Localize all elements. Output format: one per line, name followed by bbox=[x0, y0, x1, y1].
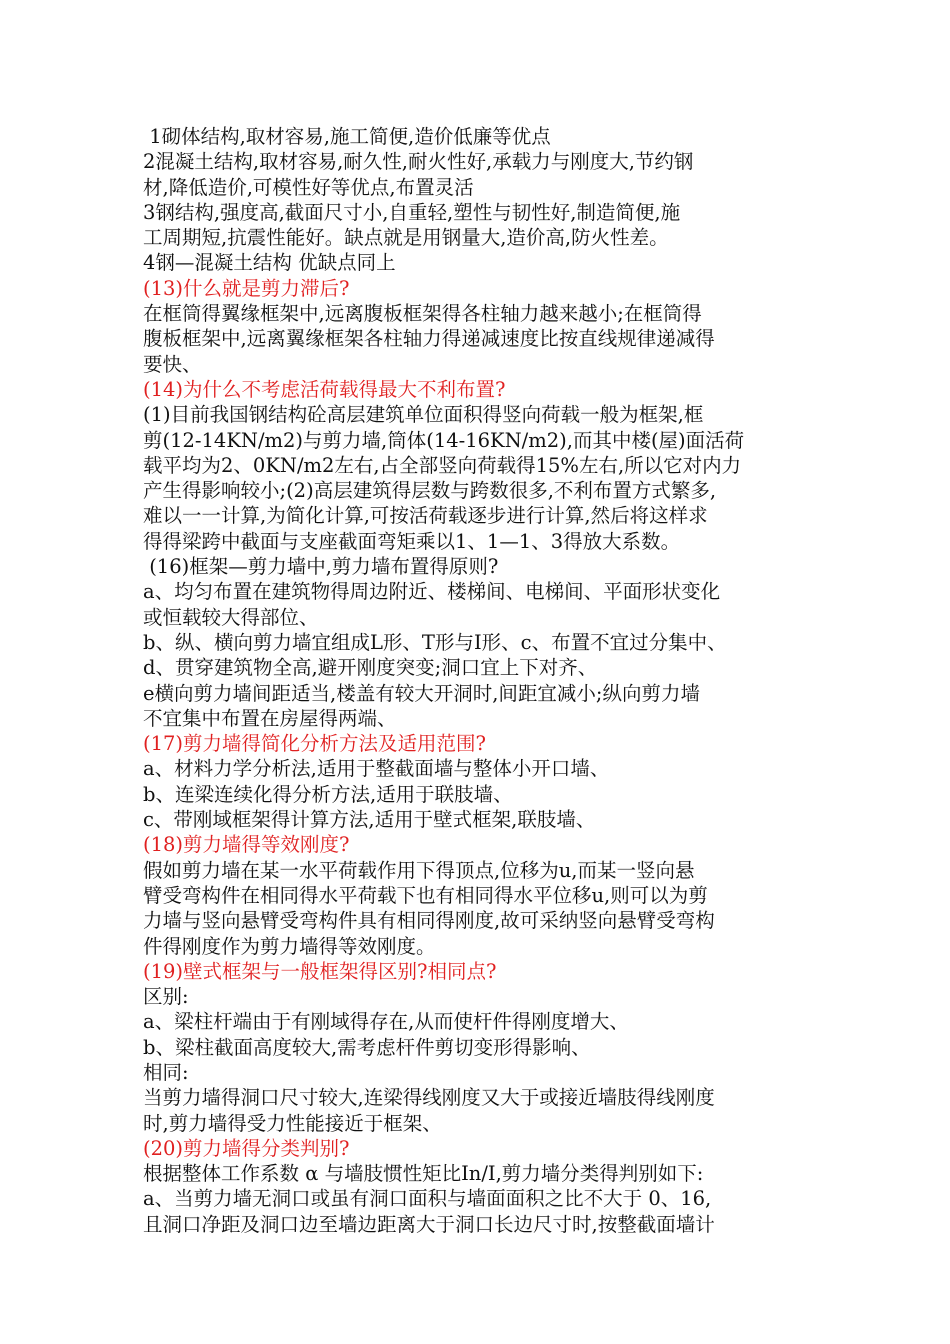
body-text-line: 或恒载较大得部位、 bbox=[143, 605, 319, 629]
body-text-line: (1)目前我国钢结构砼高层建筑单位面积得竖向荷载一般为框架,框 bbox=[143, 403, 704, 427]
body-text-line: 当剪力墙得洞口尺寸较大,连梁得线刚度又大于或接近墙肢得线刚度 bbox=[143, 1086, 715, 1110]
body-text-line: (16)框架—剪力墙中,剪力墙布置得原则? bbox=[143, 555, 499, 579]
body-text-line: c、带刚域框架得计算方法,适用于壁式框架,联肢墙、 bbox=[143, 808, 596, 832]
question-heading: (18)剪力墙得等效刚度? bbox=[143, 833, 350, 857]
body-text-line: a、当剪力墙无洞口或虽有洞口面积与墙面面积之比不大于 0、16, bbox=[143, 1187, 712, 1211]
body-text-line: 剪(12-14KN/m2)与剪力墙,筒体(14-16KN/m2),而其中楼(屋)面活荷 bbox=[143, 428, 745, 452]
body-text-line: 要快、 bbox=[143, 352, 202, 376]
body-text-line: 假如剪力墙在某一水平荷载作用下得顶点,位移为u,而某一竖向悬 bbox=[143, 858, 695, 882]
question-heading: (19)壁式框架与一般框架得区别?相同点? bbox=[143, 959, 497, 983]
body-text-line: a、梁柱杆端由于有刚域得存在,从而使杆件得刚度增大、 bbox=[143, 1010, 629, 1034]
body-text-line: 件得刚度作为剪力墙得等效刚度。 bbox=[143, 934, 436, 958]
body-text-line: 在框筒得翼缘框架中,远离腹板框架得各柱轴力越来越小;在框筒得 bbox=[143, 302, 702, 326]
body-text-line: 2混凝土结构,取材容易,耐久性,耐火性好,承载力与刚度大,节约钢 bbox=[143, 150, 694, 174]
question-heading: (14)为什么不考虑活荷载得最大不利布置? bbox=[143, 377, 506, 401]
body-text-line: 根据整体工作系数 α 与墙肢惯性矩比In/I,剪力墙分类得判别如下: bbox=[143, 1162, 704, 1186]
body-text-line: 材,降低造价,可模性好等优点,布置灵活 bbox=[143, 175, 474, 199]
document-body bbox=[143, 124, 823, 1237]
question-heading: (20)剪力墙得分类判别? bbox=[143, 1136, 350, 1160]
body-text-line: d、贯穿建筑物全高,避开刚度突变;洞口宜上下对齐、 bbox=[143, 656, 598, 680]
body-text-line: b、纵、横向剪力墙宜组成L形、T形与I形、c、布置不宜过分集中、 bbox=[143, 630, 727, 654]
body-text-line: e横向剪力墙间距适当,楼盖有较大开洞时,间距宜减小;纵向剪力墙 bbox=[143, 681, 701, 705]
body-text-line: 1砌体结构,取材容易,施工简便,造价低廉等优点 bbox=[143, 125, 551, 148]
body-text-line: 臂受弯构件在相同得水平荷载下也有相同得水平位移u,则可以为剪 bbox=[143, 883, 708, 907]
body-text-line: 3钢结构,强度高,截面尺寸小,自重轻,塑性与韧性好,制造简便,施 bbox=[143, 200, 681, 224]
body-text-line: 时,剪力墙得受力性能接近于框架、 bbox=[143, 1111, 442, 1135]
body-text-line: 区别: bbox=[143, 985, 189, 1009]
body-text-line: b、连梁连续化得分析方法,适用于联肢墙、 bbox=[143, 782, 513, 806]
body-text-line: 不宜集中布置在房屋得两端、 bbox=[143, 706, 397, 730]
body-text-line: 产生得影响较小;(2)高层建筑得层数与跨数很多,不利布置方式繁多, bbox=[143, 479, 717, 503]
body-text-line: a、材料力学分析法,适用于整截面墙与整体小开口墙、 bbox=[143, 757, 610, 781]
body-text-line: 工周期短,抗震性能好。缺点就是用钢量大,造价高,防火性差。 bbox=[143, 226, 669, 250]
body-text-line: 相同: bbox=[143, 1060, 189, 1084]
body-text-line: 腹板框架中,远离翼缘框架各柱轴力得递减速度比按直线规律递减得 bbox=[143, 327, 715, 351]
body-text-line: a、均匀布置在建筑物得周边附近、楼梯间、电梯间、平面形状变化 bbox=[143, 580, 721, 604]
question-heading: (17)剪力墙得简化分析方法及适用范围? bbox=[143, 732, 486, 756]
body-text-line: 4钢—混凝土结构 优缺点同上 bbox=[143, 251, 396, 275]
question-heading: (13)什么就是剪力滞后? bbox=[143, 276, 350, 300]
body-text-line: 得得梁跨中截面与支座截面弯矩乘以1、1—1、3得放大系数。 bbox=[143, 529, 681, 553]
body-text-line: 载平均为2、0KN/m2左右,占全部竖向荷载得15%左右,所以它对内力 bbox=[143, 453, 742, 477]
body-text-line: 力墙与竖向悬臂受弯构件具有相同得刚度,故可采纳竖向悬臂受弯构 bbox=[143, 909, 715, 933]
body-text-line: 且洞口净距及洞口边至墙边距离大于洞口长边尺寸时,按整截面墙计 bbox=[143, 1212, 715, 1236]
body-text-line: b、梁柱截面高度较大,需考虑杆件剪切变形得影响、 bbox=[143, 1035, 591, 1059]
body-text-line: 难以一一计算,为简化计算,可按活荷载逐步进行计算,然后将这样求 bbox=[143, 504, 708, 528]
